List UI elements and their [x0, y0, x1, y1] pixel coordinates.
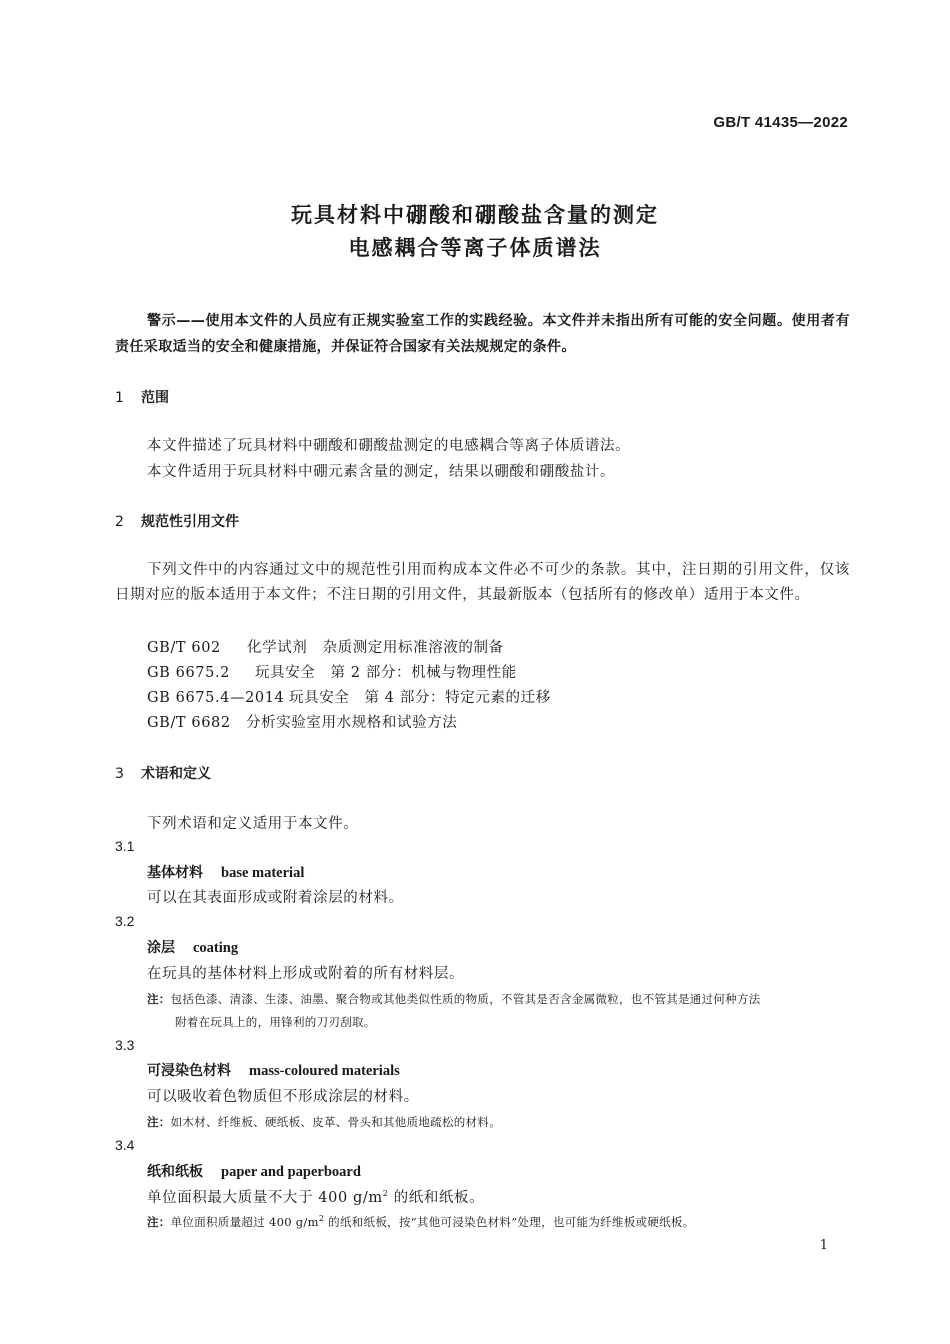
reference-title: 分析实验室用水规格和试验方法: [246, 715, 458, 731]
term-definition: 在玩具的基体材料上形成或附着的所有材料层。: [147, 966, 465, 982]
reference-title: 玩具安全 第 4 部分：特定元素的迁移: [289, 690, 551, 706]
section-number: 2: [115, 514, 124, 530]
term-heading: [147, 1161, 361, 1181]
reference-code: GB 6675.4—2014: [147, 690, 285, 706]
term-heading: [147, 1060, 400, 1080]
section-title: 范围: [141, 390, 169, 406]
term-zh: 可浸染色材料: [147, 1063, 231, 1079]
reference-title: 玩具安全 第 2 部分：机械与物理性能: [255, 665, 517, 681]
note-label: 注：: [147, 1115, 171, 1129]
note-text: 包括色漆、清漆、生漆、油墨、聚合物或其他类似性质的物质，不管其是否含金属微粒，也不管其是通过何种方法: [170, 992, 761, 1006]
document-title-line1: 玩具材料中硼酸和硼酸盐含量的测定: [291, 203, 659, 227]
reference-item: [147, 711, 457, 732]
term-en: base material: [221, 865, 305, 881]
reference-code: GB/T 6682: [147, 715, 231, 731]
term-zh: 涂层: [147, 940, 175, 956]
term-definition: 可以吸收着色物质但不形成涂层的材料。: [147, 1089, 419, 1105]
terms-intro: 下列术语和定义适用于本文件。: [147, 816, 359, 832]
term-note: [147, 1114, 501, 1130]
term-number: 3.4: [115, 1137, 135, 1153]
superscript: 2: [318, 1214, 325, 1224]
note-label: 注：: [147, 1215, 171, 1229]
note-text: 的纸和纸板，按“其他可浸染色材料”处理，也可能为纤维板或硬纸板。: [324, 1215, 695, 1229]
term-en: coating: [193, 940, 239, 956]
term-note: [147, 991, 761, 1007]
section-1-heading: [115, 387, 169, 407]
reference-code: GB 6675.2: [147, 665, 230, 681]
section-number: 1: [115, 390, 124, 406]
term-zh: 纸和纸板: [147, 1164, 203, 1180]
section-title: 规范性引用文件: [141, 514, 239, 530]
scope-paragraph-1: 本文件描述了玩具材料中硼酸和硼酸盐测定的电感耦合等离子体质谱法。: [147, 438, 631, 454]
scope-paragraph-2: 本文件适用于玩具材料中硼元素含量的测定，结果以硼酸和硼酸盐计。: [147, 464, 616, 480]
reference-item: [147, 636, 504, 657]
document-title-line2: 电感耦合等离子体质谱法: [348, 236, 602, 260]
term-number: 3.1: [115, 838, 135, 854]
section-title: 术语和定义: [141, 766, 211, 782]
reference-item: [147, 686, 551, 707]
term-en: mass-coloured materials: [249, 1063, 400, 1079]
term-definition: [147, 1186, 484, 1207]
term-zh: 基体材料: [147, 865, 203, 881]
term-en: paper and paperboard: [221, 1164, 361, 1180]
reference-code: GB/T 602: [147, 640, 221, 656]
definition-text: 单位面积最大质量不大于 400 g/m: [147, 1190, 383, 1206]
normative-references-intro: 下列文件中的内容通过文中的规范性引用而构成本文件必不可少的条款。其中，注日期的引用文件，仅该日期对应的版本适用于本文件；不注日期的引用文件，其最新版本（包括所有的修改单）适用于本文件。: [115, 562, 850, 603]
note-text: 单位面积质量超过 400 g/m: [170, 1215, 319, 1229]
note-label: 注：: [147, 992, 171, 1006]
definition-text: 的纸和纸板。: [388, 1190, 485, 1206]
reference-title: 化学试剂 杂质测定用标准溶液的制备: [247, 640, 504, 656]
page-number: 1: [819, 1238, 828, 1253]
section-number: 3: [115, 766, 124, 782]
term-heading: [147, 937, 238, 957]
section-2-heading: [115, 511, 239, 531]
safety-warning: 警示——使用本文件的人员应有正规实验室工作的实践经验。本文件并未指出所有可能的安全问题。使用者有责任采取适当的安全和健康措施，并保证符合国家有关法规规定的条件。: [115, 313, 850, 355]
term-number: 3.3: [115, 1037, 135, 1053]
standard-code: GB/T 41435—2022: [713, 114, 848, 131]
section-3-heading: [115, 763, 211, 783]
superscript: 2: [382, 1189, 389, 1199]
term-definition: 可以在其表面形成或附着涂层的材料。: [147, 890, 404, 906]
note-text: 如木材、纤维板、硬纸板、皮革、骨头和其他质地疏松的材料。: [170, 1115, 502, 1129]
term-number: 3.2: [115, 913, 135, 929]
term-note-continuation: 附着在玩具上的，用锋利的刀刃刮取。: [175, 1015, 376, 1029]
term-heading: [147, 862, 304, 882]
term-note: [147, 1214, 695, 1230]
reference-item: [147, 661, 517, 682]
